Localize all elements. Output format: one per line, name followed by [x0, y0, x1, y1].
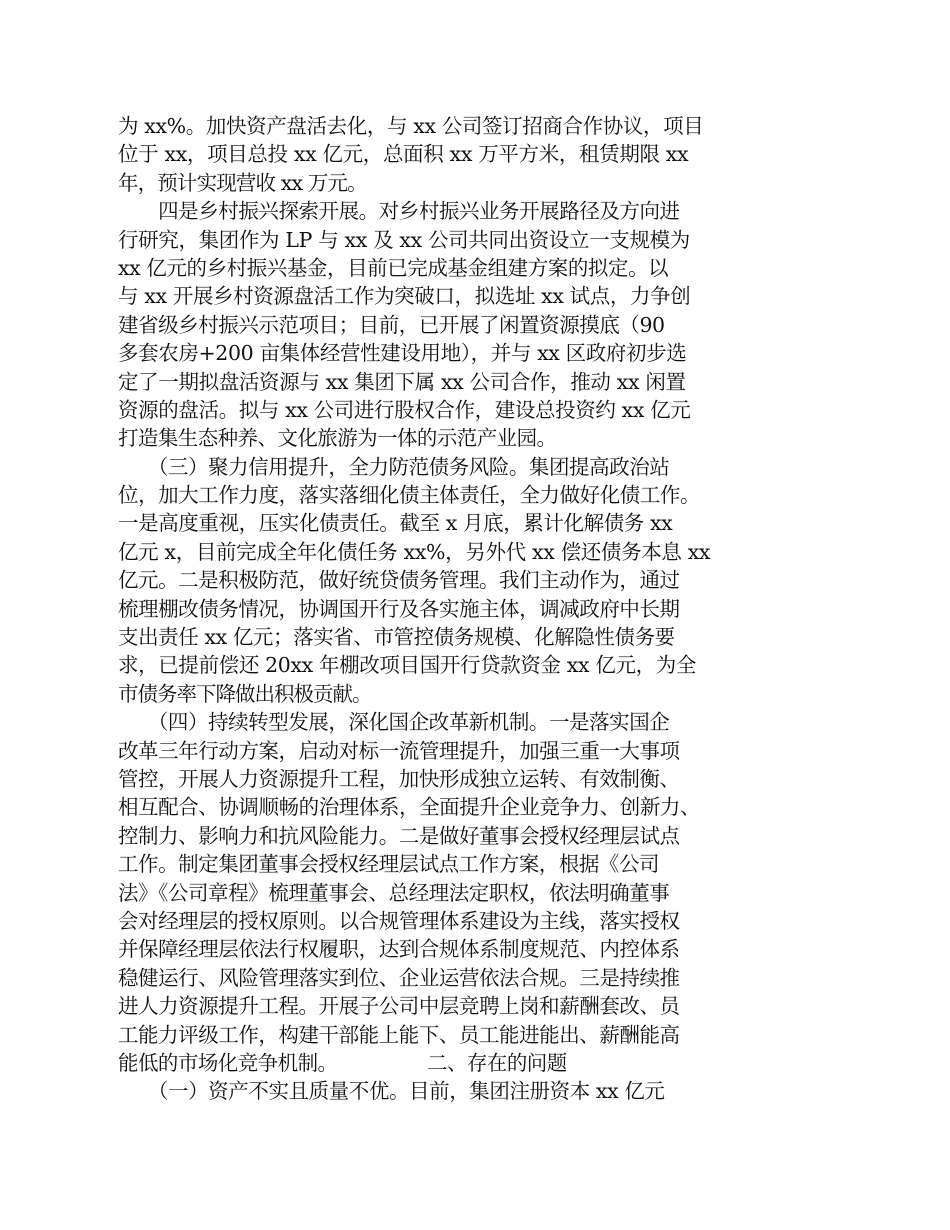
text-line: 会对经理层的授权原则。以合规管理体系建设为主线，落实授权: [118, 908, 680, 933]
text-line: 多套农房+200 亩集体经营性建设用地），并与 xx 区政府初步选: [118, 341, 687, 366]
text-line: （一）资产不实且质量不优。目前，集团注册资本 xx 亿元: [118, 1079, 665, 1104]
text-line: （三）聚力信用提升，全力防范债务风险。集团提高政治站: [118, 454, 670, 479]
text-line: 亿元。二是积极防范，做好统贷债务管理。我们主动作为，通过: [118, 568, 680, 593]
text-line: 年，预计实现营收 xx 万元。: [118, 170, 367, 195]
text-line: 亿元 x，目前完成全年化债任务 xx%，另外代 xx 偿还债务本息 xx: [118, 539, 711, 564]
text-line: 与 xx 开展乡村资源盘活工作为突破口，拟选址 xx 试点，力争创: [118, 284, 691, 309]
text-line: 稳健运行、风险管理落实到位、企业运营依法合规。三是持续推: [118, 965, 680, 990]
text-line: 工作。制定集团董事会授权经理层试点工作方案，根据《公司: [118, 852, 660, 877]
text-line: 梳理棚改债务情况，协调国开行及各实施主体，调减政府中长期: [118, 596, 680, 621]
text-line: 打造集生态种养、文化旅游为一体的示范产业园。: [118, 426, 557, 451]
body-text: [118, 112, 818, 1106]
text-line: 改革三年行动方案，启动对标一流管理提升，加强三重一大事项: [118, 738, 680, 763]
text-line: 求，已提前偿还 20xx 年棚改项目国开行贷款资金 xx 亿元，为全: [118, 653, 697, 678]
text-line: 控制力、影响力和抗风险能力。二是做好董事会授权经理层试点: [118, 823, 680, 848]
text-line: 资源的盘活。拟与 xx 公司进行股权合作，建设总投资约 xx 亿元: [118, 397, 691, 422]
text-line: 为 xx%。加快资产盘活去化，与 xx 公司签订招商合作协议，项目: [118, 114, 704, 138]
text-line: 行研究，集团作为 LP 与 xx 及 xx 公司共同出资设立一支规模为: [118, 227, 690, 252]
text-line: 管控，开展人力资源提升工程，加快形成独立运转、有效制衡、: [118, 766, 680, 791]
text-line: 一是高度重视，压实化债责任。截至 x 月底，累计化解债务 xx: [118, 511, 673, 536]
text-line: 位于 xx，项目总投 xx 亿元，总面积 xx 万平方米，租赁期限 xx: [118, 142, 689, 167]
text-line: 支出责任 xx 亿元；落实省、市管控债务规模、化解隐性债务要: [118, 625, 675, 650]
text-line: xx 亿元的乡村振兴基金，目前已完成基金组建方案的拟定。以: [118, 255, 669, 280]
text-line: 并保障经理层依法行权履职，达到合规体系制度规范、内控体系: [118, 937, 680, 962]
text-line: 相互配合、协调顺畅的治理体系，全面提升企业竞争力、创新力、: [118, 795, 701, 820]
text-line: 位，加大工作力度，落实落细化债主体责任，全力做好化债工作。: [118, 483, 701, 508]
text-line: 建省级乡村振兴示范项目；目前，已开展了闲置资源摸底（90: [118, 312, 665, 337]
text-line: 市债务率下降做出积极贡献。: [118, 681, 372, 706]
text-line: 法》《公司章程》梳理董事会、总经理法定职权，依法明确董事: [118, 880, 670, 905]
text-line: 定了一期拟盘活资源与 xx 集团下属 xx 公司合作，推动 xx 闲置: [118, 369, 686, 394]
text-line: （四）持续转型发展，深化国企改革新机制。一是落实国企: [118, 710, 670, 735]
text-line: 工能力评级工作，构建干部能上能下、员工能进能出、薪酬能高: [118, 1022, 680, 1047]
text-line: 四是乡村振兴探索开展。对乡村振兴业务开展路径及方向进: [118, 199, 680, 224]
text-line: 能低的市场化竞争机制。 二、存在的问题: [118, 1050, 567, 1075]
text-line: 进人力资源提升工程。开展子公司中层竞聘上岗和薪酬套改、员: [118, 994, 680, 1019]
